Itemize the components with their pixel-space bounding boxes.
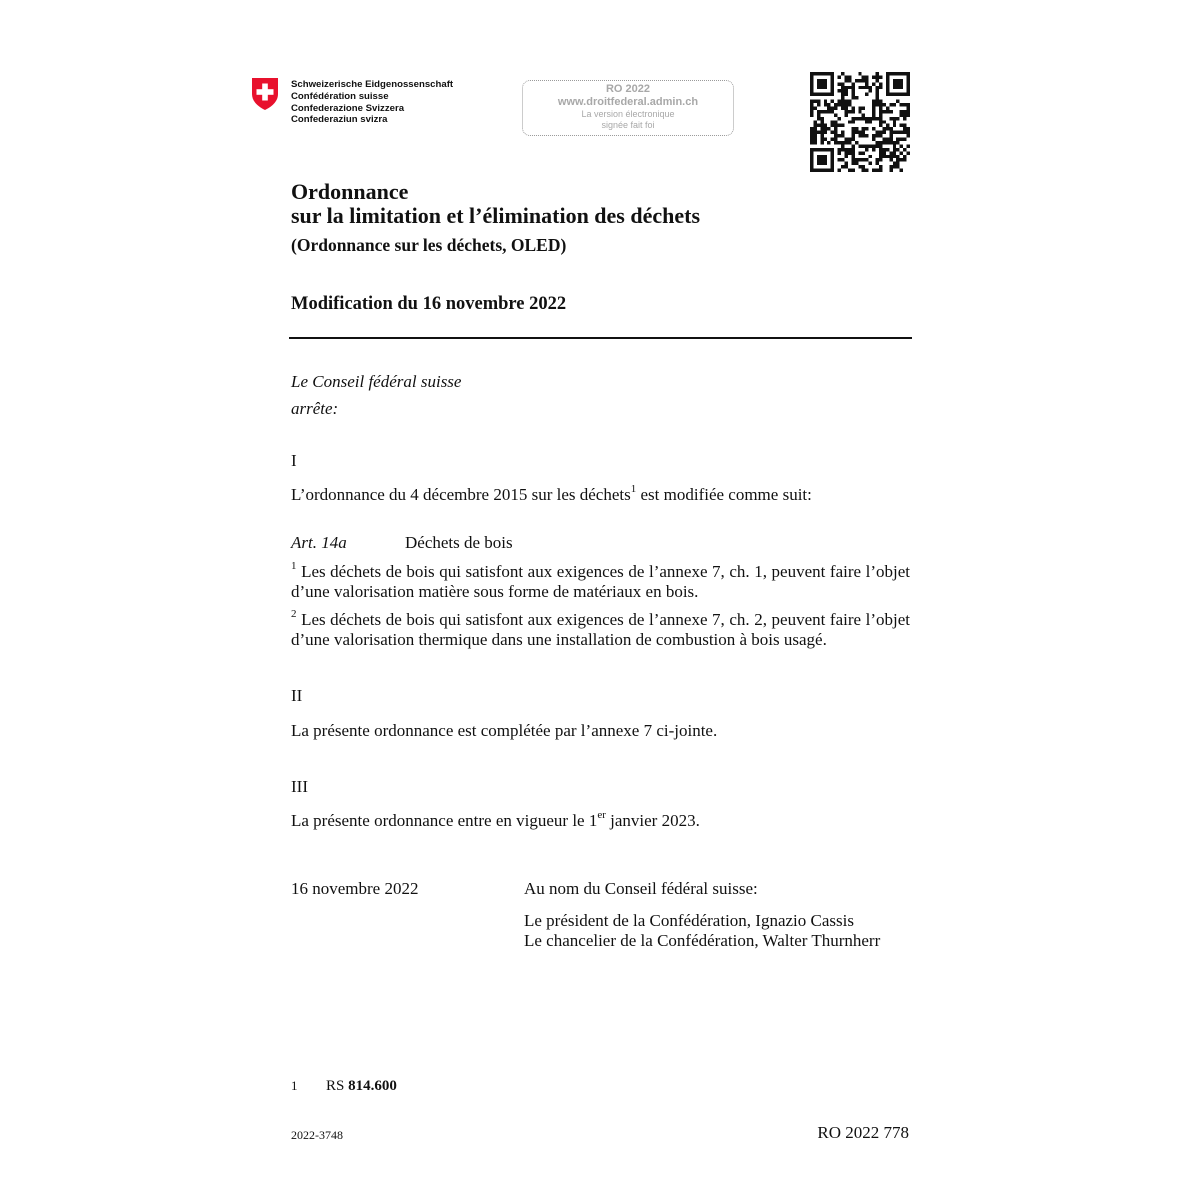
section-3-text	[291, 811, 700, 831]
title-short-name: (Ordonnance sur les déchets, OLED)	[291, 235, 567, 255]
article-paragraph	[291, 562, 910, 602]
decree-word: arrête:	[291, 399, 339, 418]
signature-block	[524, 879, 880, 951]
amendment-sentence-end: est modifiée comme suit:	[636, 485, 812, 504]
document-title	[291, 180, 700, 256]
council-intro	[291, 368, 461, 422]
paragraph-text: Les déchets de bois qui satisfont aux exigences de l’annexe 7, ch. 2, peuvent faire l’objet d’une valorisation thermique dans une installation de combustion à bois usagé.	[291, 610, 910, 649]
president-line: Le président de la Confédération, Ignazio Cassis	[524, 911, 854, 930]
chancellor-line: Le chancelier de la Confédération, Walter Thurnherr	[524, 931, 881, 950]
entry-into-force-end: janvier 2023.	[605, 811, 700, 830]
council-name: Le Conseil fédéral suisse	[291, 372, 462, 391]
stamp-line-2: www.droitfederal.admin.ch	[557, 96, 699, 108]
article-title: Déchets de bois	[405, 533, 513, 552]
section-numeral-3: III	[291, 777, 308, 796]
footnote-reference-link[interactable]: 814.600	[348, 1078, 397, 1094]
article-heading	[291, 533, 513, 553]
swiss-coat-of-arms-icon	[251, 77, 279, 111]
paragraph-text: Les déchets de bois qui satisfont aux exigences de l’annexe 7, ch. 1, peuvent faire l’objet d’une valorisation matière sous forme de matériaux en bois.	[291, 562, 910, 601]
amendment-sentence-start: L’ordonnance du 4 décembre 2015 sur les déchets	[291, 485, 631, 504]
section-numeral-1: I	[291, 451, 297, 470]
article-paragraph	[291, 610, 910, 650]
modification-date-heading: Modification du 16 novembre 2022	[291, 294, 567, 314]
stamp-line-4: signée fait foi	[601, 120, 655, 130]
document-id: 2022-3748	[291, 1128, 343, 1142]
section-2-text: La présente ordonnance est complétée par l’annexe 7 ci-jointe.	[291, 721, 718, 740]
ordinal-suffix: er	[597, 809, 606, 822]
article-number: Art. 14a	[291, 533, 347, 552]
amendment-sentence	[291, 485, 812, 505]
e-signature-stamp	[522, 80, 734, 136]
qr-code-icon	[810, 72, 910, 172]
title-divider	[289, 337, 912, 339]
signature-date: 16 novembre 2022	[291, 879, 419, 898]
footnote-mark-link[interactable]: 1	[630, 483, 637, 496]
title-line-2: sur la limitation et l’élimination des déchets	[291, 203, 701, 228]
confederation-name-de: Schweizerische Eidgenossenschaft	[291, 79, 454, 90]
confederation-name-fr: Confédération suisse	[291, 90, 389, 102]
paragraph-number: 2	[291, 608, 297, 621]
section-numeral-2: II	[291, 686, 303, 705]
entry-into-force-start: La présente ordonnance entre en vigueur le 1	[291, 811, 598, 830]
stamp-line-1: RO 2022	[605, 83, 651, 95]
paragraph-number: 1	[291, 560, 297, 573]
confederation-name-rm: Confederaziun svizra	[291, 114, 388, 126]
footnote-number: 1	[291, 1078, 298, 1093]
official-compilation-reference: RO 2022 778	[817, 1123, 909, 1142]
confederation-names	[291, 79, 453, 126]
confederation-name-it: Confederazione Svizzera	[291, 102, 405, 114]
title-line-1: Ordonnance	[291, 179, 409, 204]
footnote	[291, 1078, 397, 1095]
footnote-prefix: RS	[326, 1078, 349, 1094]
stamp-line-3: La version électronique	[581, 109, 675, 119]
on-behalf-line: Au nom du Conseil fédéral suisse:	[524, 879, 758, 898]
